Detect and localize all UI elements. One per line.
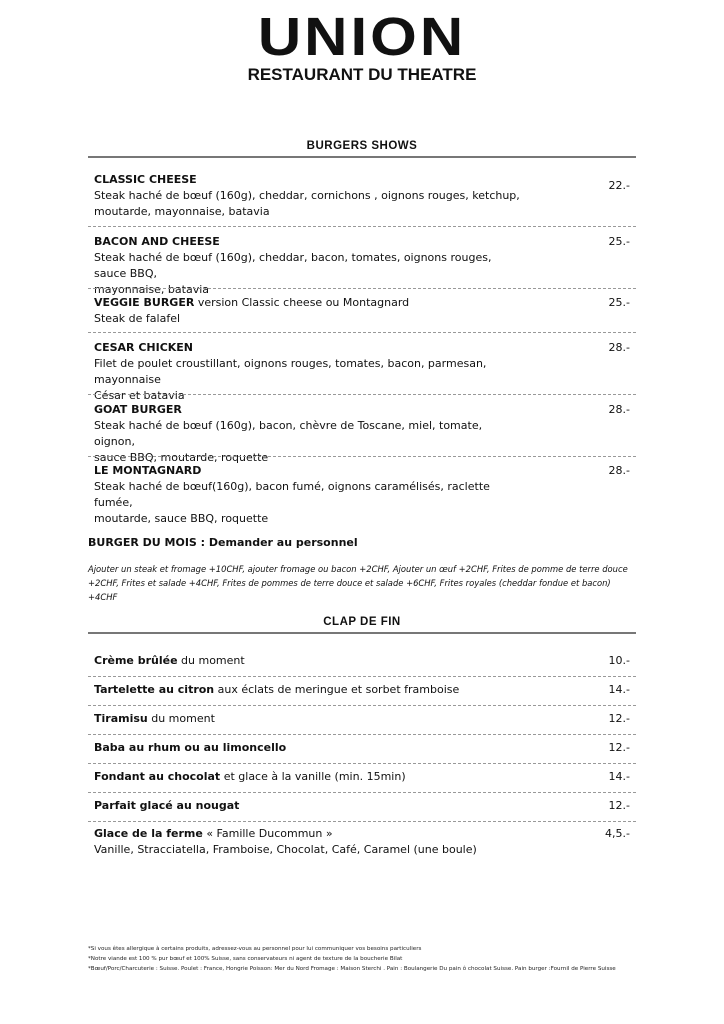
item-divider [88,226,636,227]
item-desc-line2: César et batavia [94,389,185,402]
dessert-price: 10.- [608,654,630,667]
item-divider [88,456,636,457]
item-desc-line1: Steak haché de bœuf (160g), cheddar, cornichons , oignons rouges, ketchup, [94,189,520,202]
dessert-name: Tiramisu [94,712,148,725]
dessert-price: 14.- [608,770,630,783]
item-divider [88,734,636,735]
dessert-detail: du moment [177,654,245,667]
footnote-allergy: *Si vous êtes allergique à certains produits, adressez-vous au personnel pour lui communiquer vos besoins particuliers [88,946,422,952]
dessert-name: Crème brûlée [94,654,178,667]
item-desc-line2: sauce BBQ, moutarde, roquette [94,451,269,464]
item-divider [88,705,636,706]
item-divider [88,676,636,677]
footnote-origins: *Bœuf/Porc/Charcuterie : Suisse. Poulet : France, Hongrie Poisson: Mer du Nord Fromage : Maison Sterchi . Pain : Boulangerie Du pain ô chocolat Suisse. Pain burger :Fournil de Pierre Suisse [88,966,616,972]
dessert-item-tiramisu [94,711,632,727]
item-divider [88,332,636,333]
dessert-price: 4,5.- [605,827,630,840]
dessert-item-fondant [94,769,632,785]
dessert-price: 12.- [608,712,630,725]
dessert-price: 12.- [608,741,630,754]
dessert-detail: du moment [147,712,215,725]
dessert-flavors: Vanille, Stracciatella, Framboise, Chocolat, Café, Caramel (une boule) [94,843,477,856]
item-desc-line1: Steak haché de bœuf (160g), bacon, chèvre de Toscane, miel, tomate, oignon, [94,419,483,448]
item-divider [88,394,636,395]
item-desc-line2: moutarde, mayonnaise, batavia [94,205,270,218]
restaurant-logo [0,6,724,84]
item-desc-line1: Filet de poulet croustillant, oignons rouges, tomates, bacon, parmesan, mayonnaise [94,357,487,386]
item-desc-line1: Steak haché de bœuf (160g), cheddar, bacon, tomates, oignons rouges, sauce BBQ, [94,251,492,280]
item-name: VEGGIE BURGER [94,296,195,309]
menu-item-veggie-burger [94,295,632,327]
item-name-suffix: version Classic cheese ou Montagnard [194,296,410,309]
item-divider [88,288,636,289]
footnote-meat: *Notre viande est 100 % pur bœuf et 100% Suisse, sans conservateurs ni agent de texture de la boucherie Bilat [88,956,403,962]
footnotes [88,944,636,974]
desserts-section-title: CLAP DE FIN [323,616,401,628]
dessert-price: 12.- [608,799,630,812]
item-desc-line2: mayonnaise, batavia [94,283,210,296]
dessert-price: 14.- [608,683,630,696]
item-name: LE MONTAGNARD [94,464,202,477]
item-divider [88,821,636,822]
item-name: GOAT BURGER [94,403,182,416]
dessert-detail: aux éclats de meringue et sorbet framboise [214,683,460,696]
logo-subtitle: RESTAURANT DU THEATRE [247,65,477,84]
item-divider [88,792,636,793]
dessert-name: Tartelette au citron [94,683,215,696]
dessert-detail: et glace à la vanille (min. 15min) [220,770,406,783]
item-desc-line2: moutarde, sauce BBQ, roquette [94,512,269,525]
item-price: 25.- [608,235,630,248]
item-price: 28.- [608,403,630,416]
dessert-detail: « Famille Ducommun » [202,827,333,840]
burger-extras-note: Ajouter un steak et fromage +10CHF, ajouter fromage ou bacon +2CHF, Ajouter un œuf +2CHF, Frites de pomme de terre douce +2CHF, Frites et salade +4CHF, Frites de pommes de terre douce et salade +6CHF, Frites royales (cheddar fondue et bacon) +4CHF [88,564,628,602]
dessert-item-parfait [94,798,632,814]
menu-item-classic-cheese [94,172,632,220]
dessert-item-creme-brulee [94,653,632,669]
dessert-name: Glace de la ferme [94,827,203,840]
item-price: 28.- [608,464,630,477]
item-divider [88,763,636,764]
item-price: 25.- [608,296,630,309]
burgers-section-rule [88,156,636,158]
dessert-name: Baba au rhum ou au limoncello [94,741,287,754]
desserts-section-rule [88,632,636,634]
dessert-name: Fondant au chocolat [94,770,221,783]
dessert-item-tartelette [94,682,632,698]
item-name: CLASSIC CHEESE [94,173,197,186]
item-desc-line1: Steak de falafel [94,312,181,325]
menu-item-le-montagnard [94,463,632,527]
item-desc-line1: Steak haché de bœuf(160g), bacon fumé, oignons caramélisés, raclette fumée, [94,480,490,509]
item-price: 28.- [608,341,630,354]
dessert-item-glace [94,826,632,858]
logo-title: UNION [257,6,467,67]
burger-du-mois: BURGER DU MOIS : Demander au personnel [88,536,358,549]
dessert-item-baba [94,740,632,756]
item-name: CESAR CHICKEN [94,341,194,354]
burgers-section-title: BURGERS SHOWS [306,140,418,152]
item-price: 22.- [608,179,630,192]
item-name: BACON AND CHEESE [94,235,220,248]
dessert-name: Parfait glacé au nougat [94,799,240,812]
